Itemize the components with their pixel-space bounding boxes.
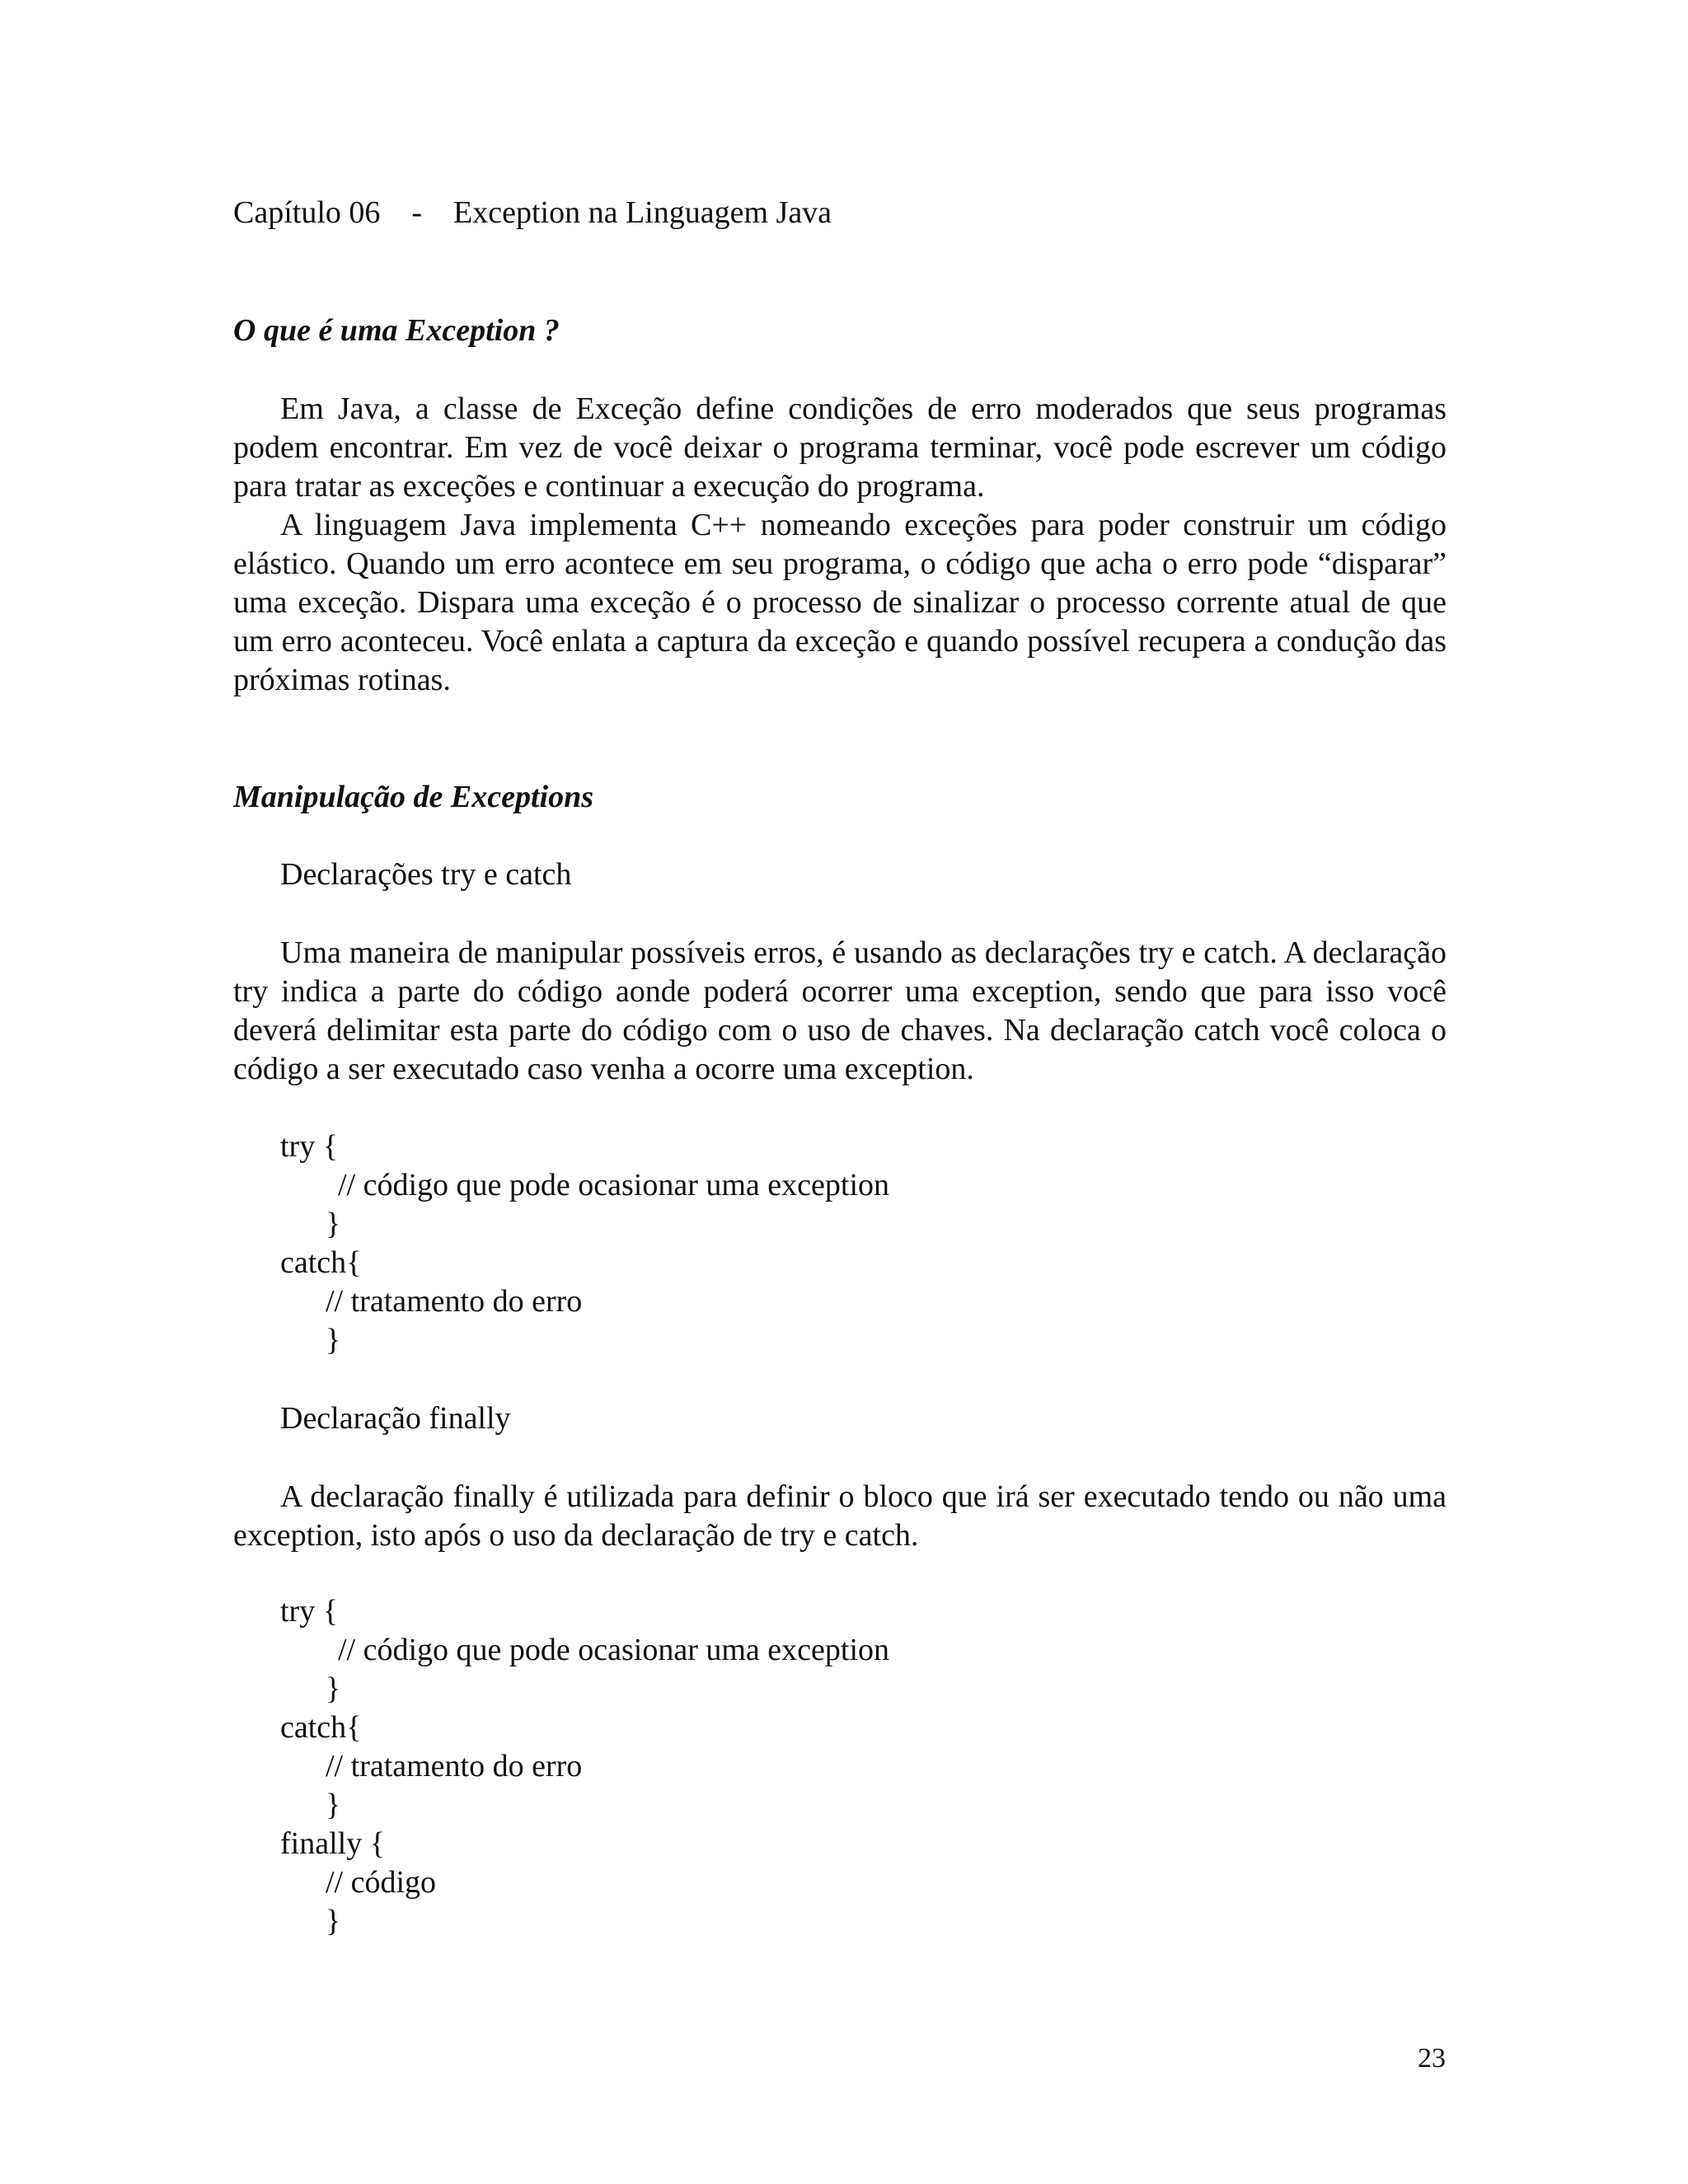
- subheading-try-catch: Declarações try e catch: [280, 857, 572, 892]
- chapter-header: [233, 194, 832, 232]
- code-line: }: [326, 1904, 341, 1938]
- paragraph: A declaração finally é utilizada para definir o bloco que irá ser executado tendo ou não uma exception, isto após o uso da declaração de try e catch.: [233, 1479, 1447, 1553]
- code-line: // tratamento do erro: [326, 1284, 583, 1319]
- code-line: }: [326, 1323, 341, 1357]
- subheading-finally: Declaração finally: [280, 1401, 511, 1436]
- code-line: // código que pode ocasionar uma exception: [338, 1633, 890, 1667]
- intro-paragraphs: [233, 390, 1447, 700]
- code-line: try {: [280, 1129, 338, 1164]
- finally-paragraph: [233, 1478, 1447, 1555]
- code-line: // código: [326, 1865, 437, 1900]
- paragraph: A linguagem Java implementa C++ nomeando exceções para poder construir um código elástico. Quando um erro acontece em seu programa, o código que acha o erro pode “disparar” uma exceção. Dispara uma exceção é o processo de sinalizar o processo corrente atual de que um erro aconteceu. Você enlata a captura da exceção e quando possível recupera a condução das próximas rotinas.: [233, 508, 1447, 697]
- chapter-title: Exception na Linguagem Java: [453, 195, 832, 230]
- code-line: }: [326, 1207, 341, 1241]
- code-line: // código que pode ocasionar uma exception: [338, 1168, 890, 1202]
- chapter-dash: -: [411, 195, 423, 230]
- try-catch-paragraph: [233, 934, 1447, 1089]
- code-line: }: [326, 1671, 341, 1706]
- code-line: finally {: [280, 1826, 385, 1861]
- paragraph: Em Java, a classe de Exceção define condições de erro moderados que seus programas podem encontrar. Em vez de você deixar o programa terminar, você pode escrever um código para tratar as exceções e continuar a execução do programa.: [233, 391, 1447, 504]
- section-heading-exception-handling: Manipulação de Exceptions: [233, 780, 594, 814]
- section-heading-what-is-exception: O que é uma Exception ?: [233, 313, 560, 348]
- code-line: catch{: [280, 1245, 362, 1280]
- chapter-label: Capítulo 06: [233, 195, 381, 230]
- code-line: // tratamento do erro: [326, 1749, 583, 1783]
- code-line: }: [326, 1788, 341, 1822]
- code-line: catch{: [280, 1710, 362, 1745]
- code-line: try {: [280, 1594, 338, 1629]
- page-number: 23: [1418, 2043, 1446, 2074]
- paragraph: Uma maneira de manipular possíveis erros, é usando as declarações try e catch. A declaração try indica a parte do código aonde poderá ocorrer uma exception, sendo que para isso você deverá delimitar esta parte do código com o uso de chaves. Na declaração catch você coloca o código a ser executado caso venha a ocorre uma exception.: [233, 935, 1447, 1086]
